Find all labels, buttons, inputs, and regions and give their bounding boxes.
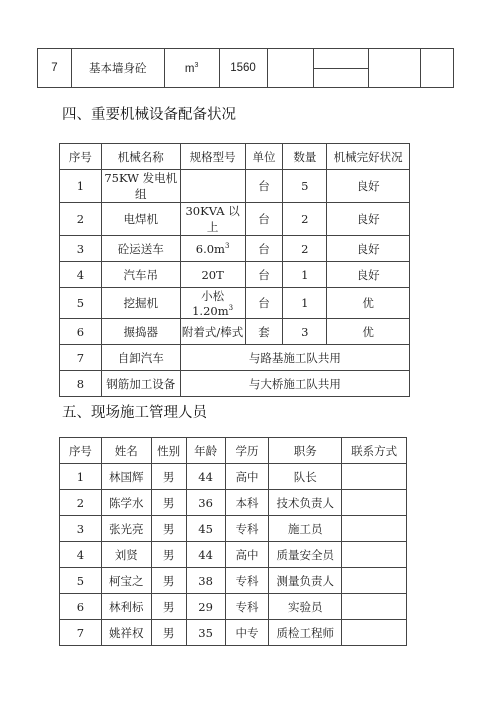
column-header: 年龄 — [186, 438, 225, 464]
cell-unit: 台 — [245, 236, 283, 262]
split-cell — [314, 49, 369, 88]
cell-no: 2 — [60, 203, 102, 236]
cell-edu: 高中 — [225, 542, 269, 568]
item-name: 基本墙身砼 — [71, 49, 164, 88]
cell-no: 3 — [60, 236, 102, 262]
cell-shared-note: 与路基施工队共用 — [180, 345, 409, 371]
cell-name: 砼运送车 — [101, 236, 180, 262]
cell-name: 柯宝之 — [101, 568, 151, 594]
cell-edu: 专科 — [225, 568, 269, 594]
column-header: 职务 — [269, 438, 342, 464]
item-unit: $m^3$ — [164, 49, 219, 88]
table-row — [38, 49, 454, 88]
cell-role: 技术负责人 — [269, 490, 342, 516]
cell-status: 良好 — [327, 203, 410, 236]
cell-no: 7 — [60, 345, 102, 371]
table-row — [60, 464, 407, 490]
empty-cell — [267, 49, 314, 88]
cell-role: 实验员 — [269, 594, 342, 620]
section-heading-staff: 五、现场施工管理人员 — [62, 405, 207, 421]
table-header-row — [60, 438, 407, 464]
column-header: 机械名称 — [101, 144, 180, 170]
cell-edu: 专科 — [225, 594, 269, 620]
cell-name: 林利标 — [101, 594, 151, 620]
cell-unit: 台 — [245, 288, 283, 319]
cell-role: 质量安全员 — [269, 542, 342, 568]
cell-name: 姚祥权 — [101, 620, 151, 646]
cell-edu: 本科 — [225, 490, 269, 516]
cell-qty: 2 — [283, 203, 327, 236]
section-heading-equipment: 四、重要机械设备配备状况 — [62, 107, 236, 123]
cell-name: 电焊机 — [101, 203, 180, 236]
cell-qty: 1 — [283, 262, 327, 288]
cell-edu: 专科 — [225, 516, 269, 542]
column-header: 数量 — [283, 144, 327, 170]
cell-contact — [342, 594, 407, 620]
table-row — [60, 620, 407, 646]
cell-sex: 男 — [151, 568, 186, 594]
cell-name: 挖掘机 — [101, 288, 180, 319]
cell-contact — [342, 620, 407, 646]
equipment-table — [59, 143, 410, 397]
cell-no: 1 — [60, 170, 102, 203]
column-header: 机械完好状况 — [327, 144, 410, 170]
table-row — [60, 236, 410, 262]
cell-no: 5 — [60, 288, 102, 319]
cell-name: 搌捣器 — [101, 319, 180, 345]
cell-spec: 30KVA 以上 — [180, 203, 245, 236]
cell-spec: 小松 $1.20m^3$ — [180, 288, 245, 319]
cell-spec: $6.0m^3$ — [180, 236, 245, 262]
column-header: 规格型号 — [180, 144, 245, 170]
cell-unit: 台 — [245, 170, 283, 203]
cell-name: 钢筋加工设备 — [101, 371, 180, 397]
cell-name: 自卸汽车 — [101, 345, 180, 371]
column-header: 性别 — [151, 438, 186, 464]
cell-age: 44 — [186, 464, 225, 490]
cell-age: 38 — [186, 568, 225, 594]
materials-table — [37, 48, 454, 88]
cell-role: 质检工程师 — [269, 620, 342, 646]
table-row — [60, 568, 407, 594]
table-row — [60, 516, 407, 542]
cell-sex: 男 — [151, 542, 186, 568]
cell-contact — [342, 568, 407, 594]
cell-no: 1 — [60, 464, 102, 490]
column-header: 单位 — [245, 144, 283, 170]
cell-spec — [180, 170, 245, 203]
cell-no: 7 — [60, 620, 102, 646]
cell-age: 29 — [186, 594, 225, 620]
column-header: 姓名 — [101, 438, 151, 464]
row-number: 7 — [38, 49, 72, 88]
cell-spec: 附着式/棒式 — [180, 319, 245, 345]
cell-name: 刘贤 — [101, 542, 151, 568]
table-row — [60, 490, 407, 516]
cell-role: 施工员 — [269, 516, 342, 542]
column-header: 序号 — [60, 438, 102, 464]
cell-status: 良好 — [327, 262, 410, 288]
table-row — [60, 542, 407, 568]
cell-spec: 20T — [180, 262, 245, 288]
cell-sex: 男 — [151, 620, 186, 646]
cell-qty: 3 — [283, 319, 327, 345]
cell-no: 5 — [60, 568, 102, 594]
cell-no: 4 — [60, 542, 102, 568]
table-row — [60, 345, 410, 371]
cell-qty: 5 — [283, 170, 327, 203]
cell-contact — [342, 490, 407, 516]
cell-age: 35 — [186, 620, 225, 646]
cell-name: 汽车吊 — [101, 262, 180, 288]
table-row — [60, 170, 410, 203]
cell-no: 6 — [60, 594, 102, 620]
column-header: 联系方式 — [342, 438, 407, 464]
table-row — [60, 262, 410, 288]
cell-role: 测量负责人 — [269, 568, 342, 594]
cell-no: 8 — [60, 371, 102, 397]
cell-sex: 男 — [151, 464, 186, 490]
cell-no: 3 — [60, 516, 102, 542]
cell-sex: 男 — [151, 594, 186, 620]
table-row — [60, 319, 410, 345]
cell-edu: 中专 — [225, 620, 269, 646]
cell-name: 林国辉 — [101, 464, 151, 490]
cell-status: 优 — [327, 288, 410, 319]
cell-unit: 套 — [245, 319, 283, 345]
cell-name: 陈学水 — [101, 490, 151, 516]
cell-name: 张光亮 — [101, 516, 151, 542]
cell-status: 良好 — [327, 170, 410, 203]
cell-qty: 1 — [283, 288, 327, 319]
cell-contact — [342, 542, 407, 568]
cell-name: 75KW 发电机组 — [101, 170, 180, 203]
table-row — [60, 371, 410, 397]
cell-status: 良好 — [327, 236, 410, 262]
table-row — [60, 594, 407, 620]
cell-age: 44 — [186, 542, 225, 568]
cell-contact — [342, 464, 407, 490]
column-header: 学历 — [225, 438, 269, 464]
table-row — [60, 288, 410, 319]
table-row — [60, 203, 410, 236]
cell-no: 2 — [60, 490, 102, 516]
item-quantity: 1560 — [219, 49, 267, 88]
cell-age: 45 — [186, 516, 225, 542]
cell-no: 6 — [60, 319, 102, 345]
cell-sex: 男 — [151, 490, 186, 516]
cell-unit: 台 — [245, 203, 283, 236]
empty-cell — [369, 49, 421, 88]
cell-edu: 高中 — [225, 464, 269, 490]
cell-qty: 2 — [283, 236, 327, 262]
cell-sex: 男 — [151, 516, 186, 542]
cell-unit: 台 — [245, 262, 283, 288]
cell-age: 36 — [186, 490, 225, 516]
staff-table — [59, 437, 407, 646]
table-header-row — [60, 144, 410, 170]
cell-status: 优 — [327, 319, 410, 345]
cell-role: 队长 — [269, 464, 342, 490]
cell-shared-note: 与大桥施工队共用 — [180, 371, 409, 397]
cell-contact — [342, 516, 407, 542]
cell-no: 4 — [60, 262, 102, 288]
column-header: 序号 — [60, 144, 102, 170]
empty-cell — [421, 49, 454, 88]
